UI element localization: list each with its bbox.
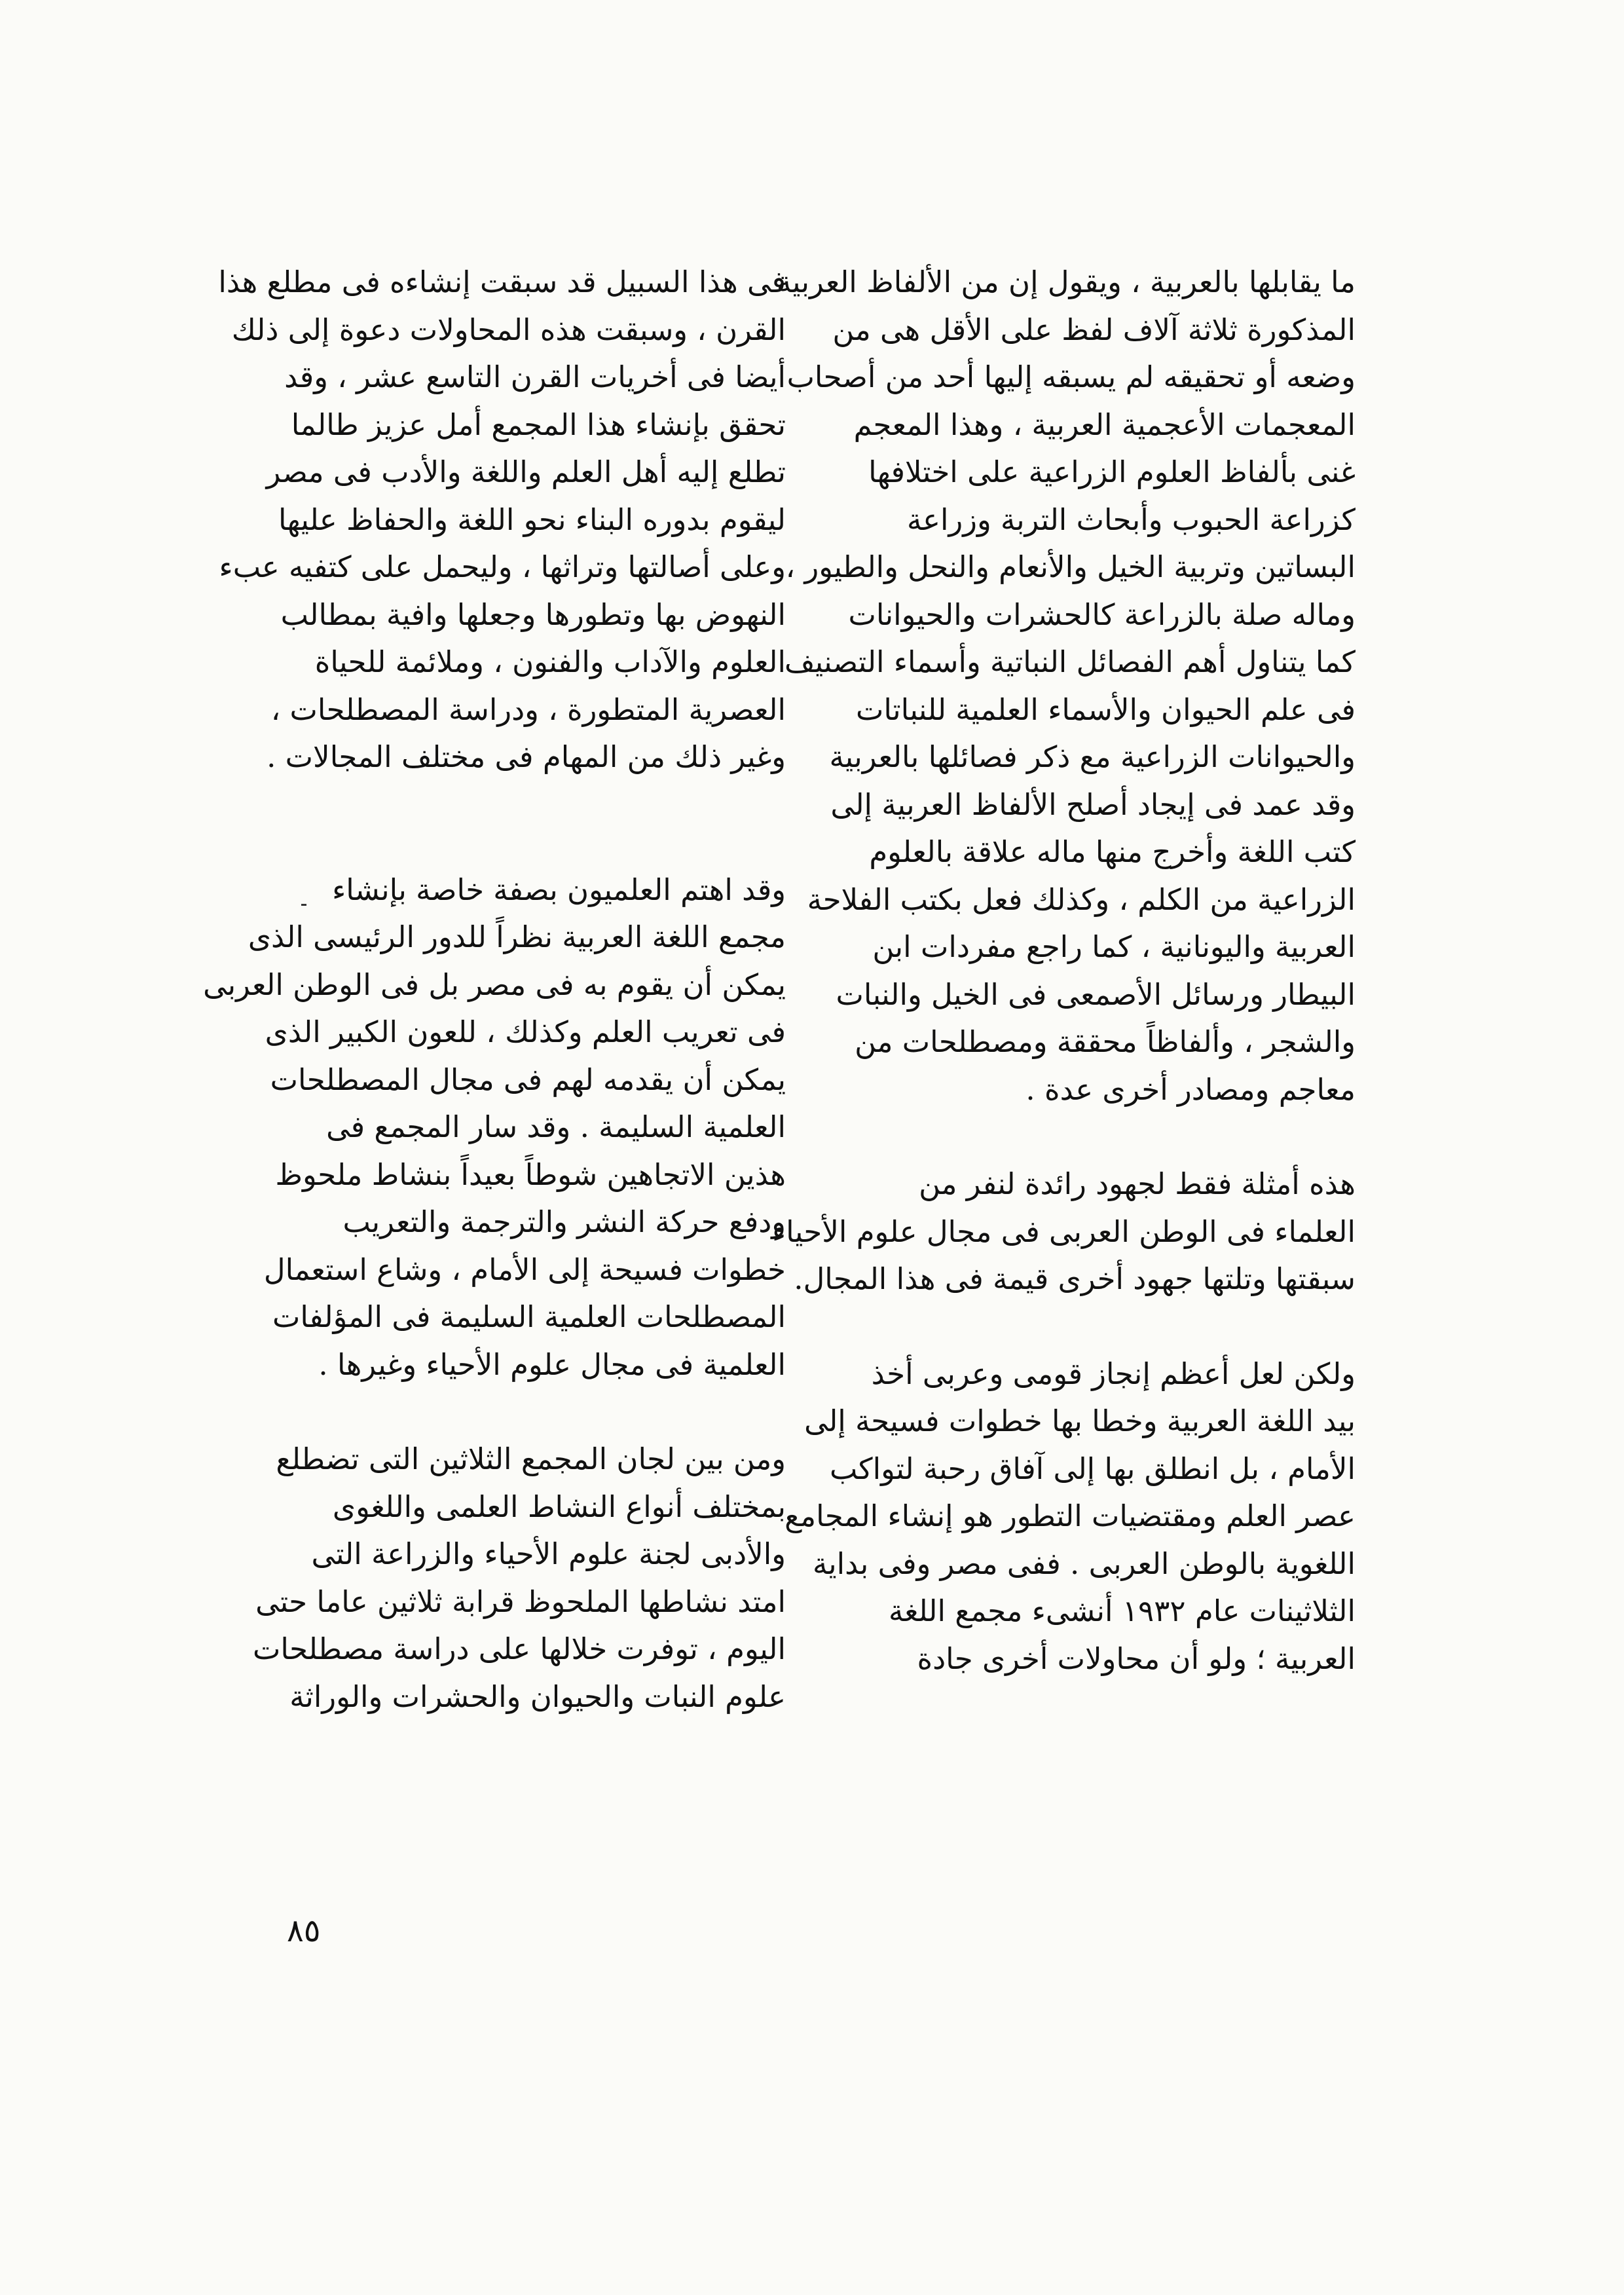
- text-line: وماله صلة بالزراعة كالحشرات والحيوانات: [848, 597, 1356, 632]
- text-line: الزراعية من الكلم ، وكذلك فعل بكتب الفلاحة: [807, 882, 1356, 917]
- text-line: وغير ذلك من المهام فى مختلف المجالات .: [267, 739, 786, 774]
- text-line: معاجم ومصادر أخرى عدة .: [1025, 1072, 1356, 1107]
- text-line: المعجمات الأعجمية العربية ، وهذا المعجم: [853, 407, 1356, 442]
- text-line: ولكن لعل أعظم إنجاز قومى وعربى أخذ: [871, 1356, 1356, 1391]
- text-line: العربية واليونانية ، كما راجع مفردات ابن: [872, 929, 1356, 964]
- text-line: الثلاثينات عام ١٩٣٢ أنشىء مجمع اللغة: [889, 1594, 1356, 1628]
- text-line: البساتين وتربية الخيل والأنعام والنحل والطيور ،: [785, 550, 1356, 584]
- right-paragraph-2: [771, 1161, 1356, 1303]
- text-line: والشجر ، وألفاظاً محققة ومصطلحات من: [855, 1024, 1356, 1059]
- paragraph-gap: [845, 1303, 1356, 1351]
- page-number: ٨٥: [287, 1912, 321, 1949]
- text-line: كما يتناول أهم الفصائل النباتية وأسماء التصنيف: [784, 644, 1356, 679]
- text-line: المذكورة ثلاثة آلاف لفظ على الأقل هى من: [832, 312, 1356, 347]
- text-line: اللغوية بالوطن العربى . ففى مصر وفى بداية: [813, 1546, 1356, 1581]
- right-paragraph-1: [776, 259, 1356, 1113]
- left-paragraph-2: [203, 867, 786, 1389]
- left-paragraph-3: [253, 1436, 786, 1721]
- text-line: يمكن أن يقدمه لهم فى مجال المصطلحات: [270, 1062, 786, 1097]
- text-line: وقد اهتم العلميون بصفة خاصة بإنشاء: [332, 872, 786, 907]
- text-line: بمختلف أنواع النشاط العلمى واللغوى: [332, 1489, 786, 1524]
- text-line: هذه أمثلة فقط لجهود رائدة لنفر من: [919, 1166, 1356, 1201]
- text-line: تحقق بإنشاء هذا المجمع أمل عزيز طالما: [291, 407, 786, 442]
- text-line: علوم النبات والحيوان والحشرات والوراثة: [289, 1679, 786, 1714]
- text-line: ليقوم بدوره البناء نحو اللغة والحفاظ عليها: [278, 502, 786, 537]
- paragraph-gap: [845, 1113, 1356, 1161]
- text-line: وضعه أو تحقيقه لم يسبقه إليها أحد من أصحاب: [786, 360, 1356, 394]
- text-line: المصطلحات العلمية السليمة فى المؤلفات: [272, 1299, 786, 1334]
- text-line: النهوض بها وتطورها وجعلها وافية بمطالب: [280, 597, 786, 632]
- text-line: وعلى أصالتها وتراثها ، وليحمل على كتفيه عبء: [219, 550, 786, 584]
- text-line: العلمية السليمة . وقد سار المجمع فى: [326, 1110, 786, 1144]
- text-line: كزراعة الحبوب وأبحاث التربة وزراعة: [907, 502, 1356, 537]
- left-paragraph-1: [218, 259, 786, 781]
- right-paragraph-3: [784, 1351, 1356, 1683]
- text-line: عصر العلم ومقتضيات التطور هو إنشاء المجامع: [784, 1499, 1356, 1533]
- text-line: بيد اللغة العربية وخطا بها خطوات فسيحة إلى: [804, 1404, 1356, 1438]
- text-line: العلماء فى الوطن العربى فى مجال علوم الأحياء: [771, 1214, 1356, 1249]
- text-line: خطوات فسيحة إلى الأمام ، وشاع استعمال: [263, 1252, 786, 1287]
- text-line: ودفع حركة النشر والترجمة والتعريب: [342, 1204, 786, 1239]
- text-line: العلمية فى مجال علوم الأحياء وغيرها .: [318, 1347, 786, 1382]
- paragraph-gap: [275, 781, 786, 867]
- paragraph-gap: [275, 1389, 786, 1436]
- text-line: هذين الاتجاهين شوطاً بعيداً بنشاط ملحوظ: [275, 1157, 786, 1192]
- text-line: العربية ؛ ولو أن محاولات أخرى جادة: [917, 1641, 1356, 1676]
- text-line: فى علم الحيوان والأسماء العلمية للنباتات: [856, 692, 1356, 727]
- text-line: وقد عمد فى إيجاد أصلح الألفاظ العربية إلى: [830, 787, 1356, 822]
- left-column: [203, 259, 786, 1721]
- text-line: ما يقابلها بالعربية ، ويقول إن من الألفاظ العربية: [776, 265, 1356, 299]
- text-line: امتد نشاطها الملحوظ قرابة ثلاثين عاما حتى: [255, 1584, 786, 1619]
- text-line: العلوم والآداب والفنون ، وملائمة للحياة: [314, 644, 786, 679]
- text-line: القرن ، وسبقت هذه المحاولات دعوة إلى ذلك: [231, 312, 786, 347]
- text-line: اليوم ، توفرت خلالها على دراسة مصطلحات: [253, 1632, 786, 1666]
- right-column: [771, 259, 1356, 1683]
- text-line: ومن بين لجان المجمع الثلاثين التى تضطلع: [276, 1442, 786, 1476]
- text-line: البيطار ورسائل الأصمعى فى الخيل والنبات: [836, 977, 1356, 1012]
- text-line: العصرية المتطورة ، ودراسة المصطلحات ،: [270, 692, 786, 727]
- text-line: والأدبى لجنة علوم الأحياء والزراعة التى: [311, 1537, 786, 1571]
- text-line: فى هذا السبيل قد سبقت إنشاءه فى مطلع هذا: [218, 265, 786, 299]
- text-line: فى تعريب العلم وكذلك ، للعون الكبير الذى: [265, 1015, 786, 1049]
- text-line: يمكن أن يقوم به فى مصر بل فى الوطن العربى: [203, 967, 786, 1002]
- text-line: الأمام ، بل انطلق بها إلى آفاق رحبة لتواكب: [829, 1451, 1356, 1486]
- text-line: تطلع إليه أهل العلم واللغة والأدب فى مصر: [266, 455, 786, 489]
- text-line: أيضا فى أخريات القرن التاسع عشر ، وقد: [284, 360, 786, 394]
- text-line: غنى بألفاظ العلوم الزراعية على اختلافها: [868, 455, 1356, 489]
- stray-print-mark: [301, 904, 306, 906]
- text-line: مجمع اللغة العربية نظراً للدور الرئيسى الذى: [248, 920, 786, 954]
- text-line: سبقتها وتلتها جهود أخرى قيمة فى هذا المجال.: [794, 1261, 1356, 1296]
- text-line: والحيوانات الزراعية مع ذكر فصائلها بالعربية: [829, 739, 1356, 774]
- text-line: كتب اللغة وأخرج منها ماله علاقة بالعلوم: [869, 834, 1356, 869]
